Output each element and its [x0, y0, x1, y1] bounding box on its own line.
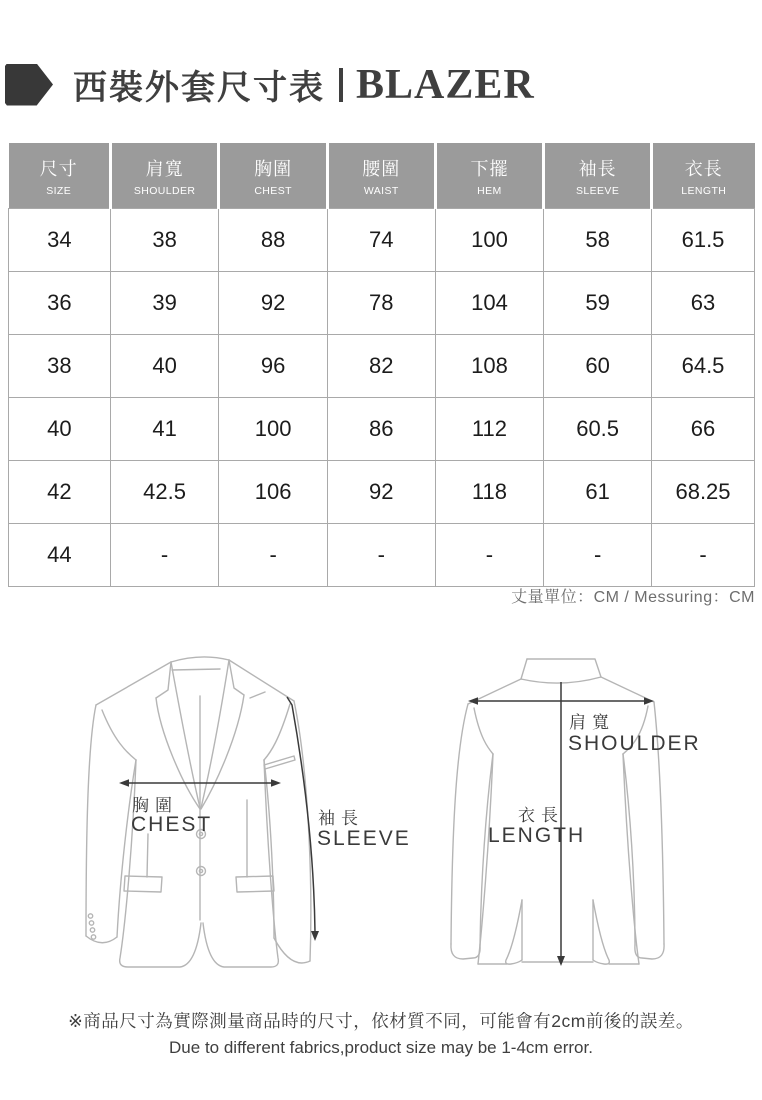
cell: 112: [435, 398, 544, 461]
cell: 104: [435, 272, 544, 335]
cell: 92: [327, 461, 435, 524]
cell: 96: [219, 335, 328, 398]
cell: 100: [219, 398, 328, 461]
table-row: [9, 272, 755, 335]
cell: -: [435, 524, 544, 587]
footnote-en: Due to different fabrics,product size may be 1-4cm error.: [169, 1038, 593, 1057]
cell: 68.25: [652, 461, 755, 524]
cell: -: [327, 524, 435, 587]
measuring-unit-note: 丈量單位：CM / Messuring：CM: [511, 589, 755, 606]
cell: 42.5: [110, 461, 219, 524]
cell: 34: [9, 209, 111, 272]
cell: -: [544, 524, 652, 587]
table-header-row: [9, 143, 755, 209]
arrow-tag-icon: [5, 64, 53, 106]
jacket-front-outline: [86, 657, 311, 967]
cell: -: [652, 524, 755, 587]
cell: -: [110, 524, 219, 587]
chest-label-en: CHEST: [131, 813, 213, 836]
back-jacket-diagram: [418, 648, 762, 1000]
chest-label-zh: 胸圍: [132, 796, 178, 815]
cell: 40: [9, 398, 111, 461]
cell: 66: [652, 398, 755, 461]
col-header-waist: 腰圍 WAIST: [327, 143, 435, 209]
cell: 44: [9, 524, 111, 587]
table-row: [9, 209, 755, 272]
page-title-zh: 西裝外套尺寸表: [73, 69, 325, 107]
col-header-shoulder: 肩寬 SHOULDER: [110, 143, 219, 209]
cell: 40: [110, 335, 219, 398]
cell: -: [219, 524, 328, 587]
cell: 86: [327, 398, 435, 461]
cell: 41: [110, 398, 219, 461]
length-label-zh: 衣長: [518, 806, 564, 825]
col-header-chest: 胸圍 CHEST: [219, 143, 328, 209]
shoulder-label-zh: 肩寬: [569, 713, 615, 732]
cell: 92: [219, 272, 328, 335]
footnote-zh: ※商品尺寸為實際測量商品時的尺寸，依材質不同，可能會有2cm前後的誤差。: [68, 1011, 694, 1031]
cell: 63: [652, 272, 755, 335]
table-row: [9, 461, 755, 524]
cell: 59: [544, 272, 652, 335]
cell: 64.5: [652, 335, 755, 398]
cell: 118: [435, 461, 544, 524]
back-jacket-sketch: [418, 648, 762, 1000]
sleeve-label-zh: 袖長: [318, 809, 364, 828]
cell: 82: [327, 335, 435, 398]
cell: 61.5: [652, 209, 755, 272]
cell: 108: [435, 335, 544, 398]
table-row: [9, 524, 755, 587]
col-header-length: 衣長 LENGTH: [652, 143, 755, 209]
cell: 58: [544, 209, 652, 272]
sleeve-label-en: SLEEVE: [317, 827, 408, 850]
cell: 39: [110, 272, 219, 335]
cell: 42: [9, 461, 111, 524]
cell: 36: [9, 272, 111, 335]
title-divider: [339, 68, 343, 102]
shoulder-label-en: SHOULDER: [568, 732, 701, 755]
col-header-hem: 下擺 HEM: [435, 143, 544, 209]
cell: 106: [219, 461, 328, 524]
col-header-size: 尺寸 SIZE: [9, 143, 111, 209]
cell: 100: [435, 209, 544, 272]
cell: 61: [544, 461, 652, 524]
cell: 88: [219, 209, 328, 272]
cell: 74: [327, 209, 435, 272]
cell: 78: [327, 272, 435, 335]
front-jacket-diagram: [58, 648, 408, 1000]
page-title-en: BLAZER: [356, 61, 535, 108]
table-row: [9, 398, 755, 461]
size-table: [8, 143, 755, 587]
front-jacket-sketch: [58, 648, 408, 1000]
cell: 38: [9, 335, 111, 398]
cell: 60.5: [544, 398, 652, 461]
table-row: [9, 335, 755, 398]
cell: 38: [110, 209, 219, 272]
length-label-en: LENGTH: [488, 824, 586, 847]
page-title: [5, 60, 535, 109]
col-header-sleeve: 袖長 SLEEVE: [544, 143, 652, 209]
cell: 60: [544, 335, 652, 398]
sleeve-measure-arrow: [287, 697, 319, 941]
